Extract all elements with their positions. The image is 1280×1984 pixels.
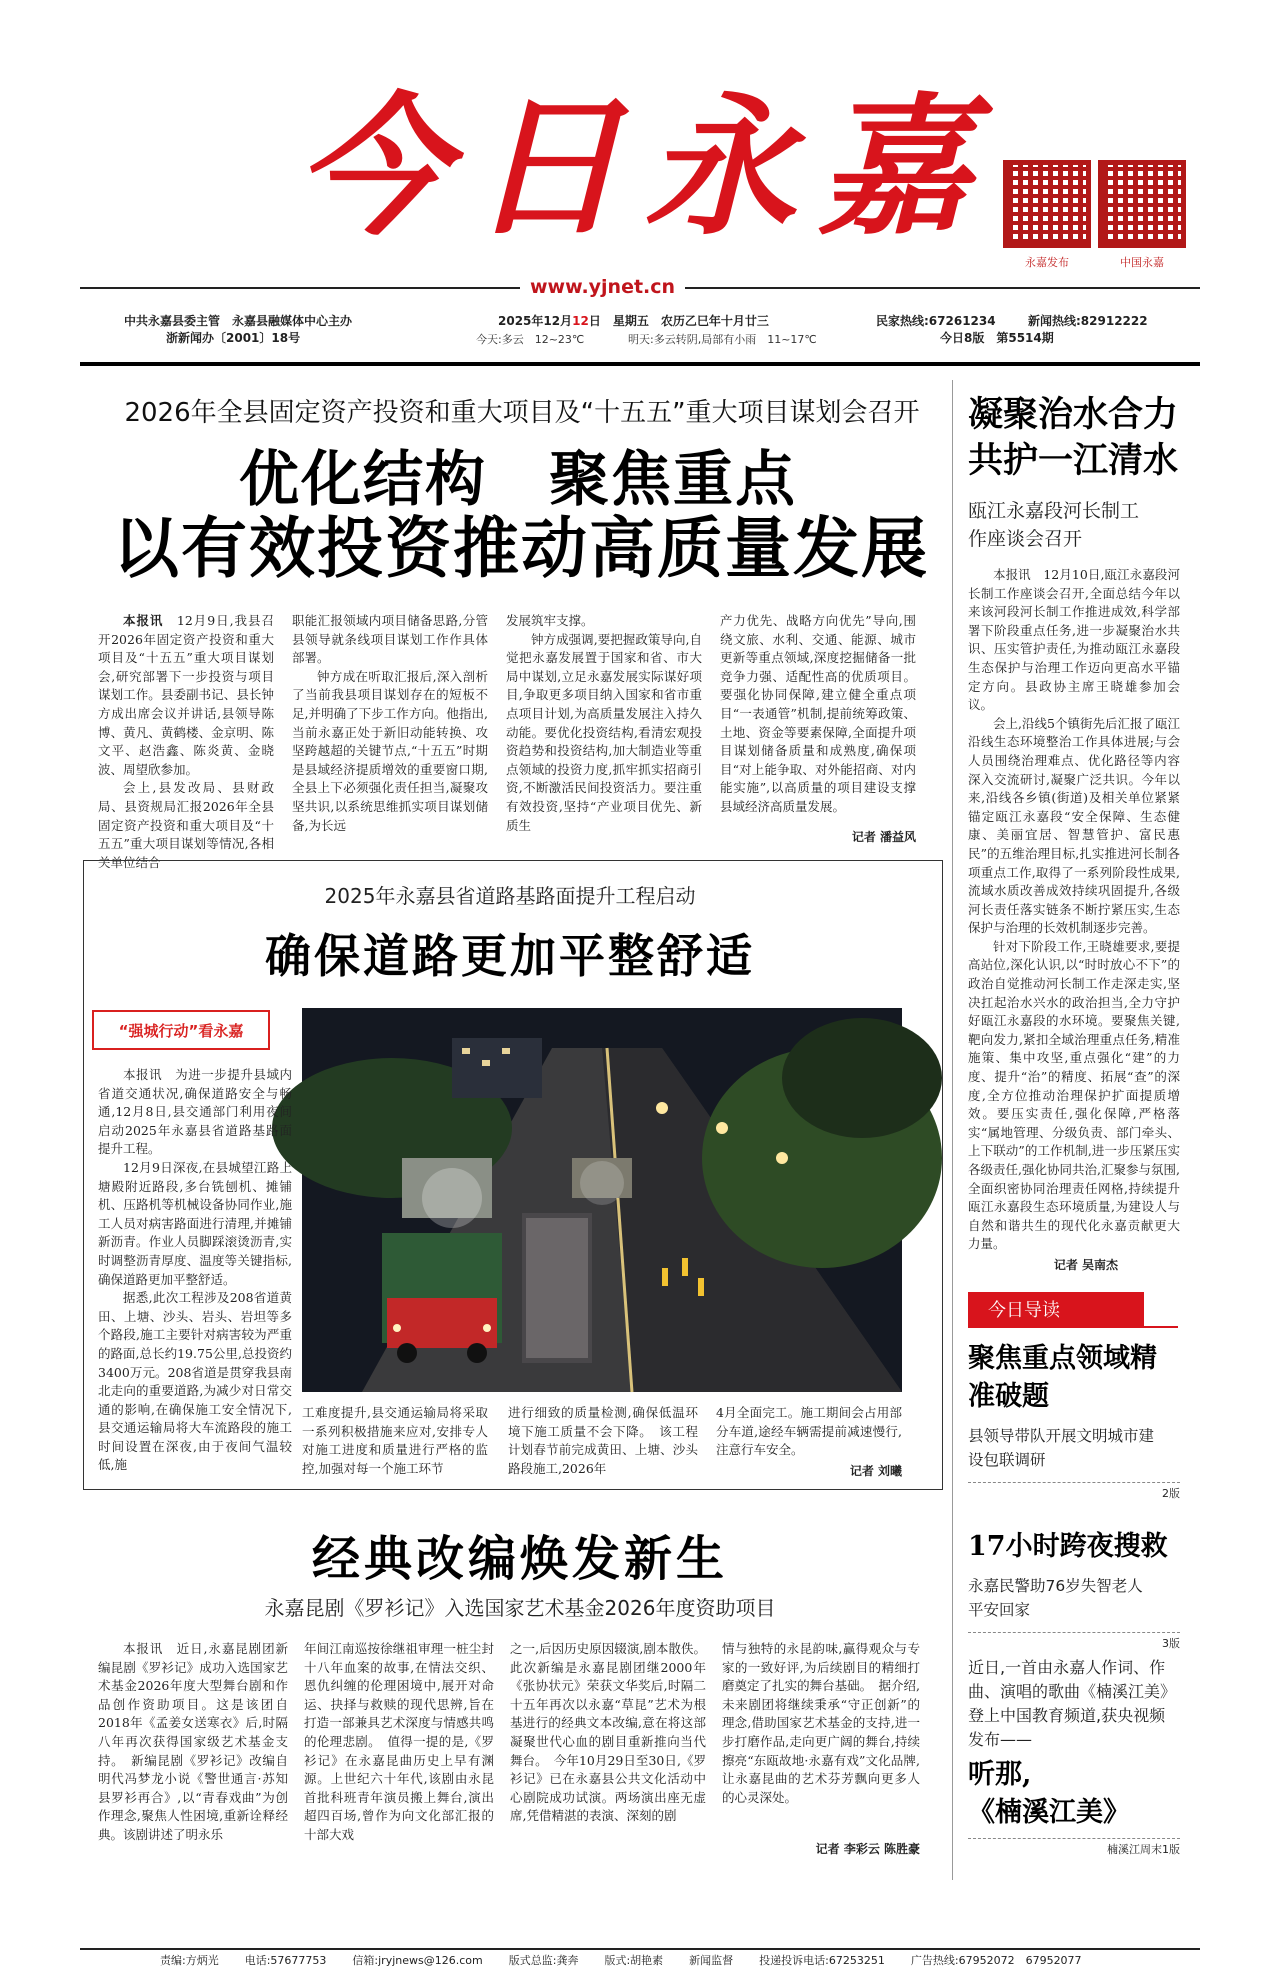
right-subtitle-line2: 作座谈会召开 [968, 528, 1083, 550]
road-byline: 记者 刘曦 [849, 1464, 902, 1478]
road-photo [302, 1008, 902, 1392]
opera-headline: 经典改编焕发新生 [311, 1531, 728, 1587]
night-road-illustration [302, 1008, 902, 1392]
edition-line: 今日8版 第5514期 [940, 331, 1054, 345]
footer-item: 版式总监:龚奔 [508, 1954, 579, 1967]
guide-promo[interactable] [968, 1656, 1180, 1857]
campaign-banner: “强城行动”看永嘉 [92, 1010, 270, 1050]
license-line: 浙新闻办〔2001〕18号 [166, 331, 301, 345]
qr-label: 永嘉发布 [1025, 256, 1069, 269]
road-bottom-col-3 [716, 1404, 902, 1460]
road-paragraph: 4月全面完工。施工期间会占用部分车道,途经车辆需提前减速慢行,注意行车安全。 [716, 1405, 902, 1458]
road-paragraph: 本报讯 为进一步提升县域内省道交通状况,确保道路安全与畅通,12月8日,县交通部门利用夜间启动2025年永嘉县省道路基路面提升工程。 [98, 1067, 292, 1157]
qr-code-china-yongjia[interactable] [1098, 160, 1186, 270]
footer [160, 1952, 1200, 1968]
date-prefix: 2025年12月 [498, 314, 573, 328]
guide-item-1[interactable] [968, 1340, 1180, 1501]
lead-text: 发展筑牢支撑。 [506, 613, 594, 628]
lead-byline: 记者 潘益风 [851, 830, 916, 844]
footer-item: 电话:57677753 [244, 1954, 327, 1967]
daily-guide-tab: 今日导读 [968, 1292, 1144, 1326]
lead-headline-line1: 优化结构 聚焦重点 [239, 445, 797, 515]
right-byline: 记者 吴南杰 [1053, 1258, 1118, 1272]
footer-item: 版式:胡艳素 [604, 1954, 664, 1967]
daily-guide-rule [968, 1326, 1178, 1328]
opera-paragraph: 情与独特的永昆韵味,赢得观众与专家的一致好评,为后续剧目的精细打磨奠定了扎实的舞台基础。 据介绍,未来剧团将继续秉承“守正创新”的理念,借助国家艺术基金的支持,进一步打磨作品,走向更广阔的舞台,持续擦亮“东瓯故地·永嘉有戏”文化品牌,让永嘉昆曲的艺术芬芳飘向更多人的心灵深处。 [722, 1641, 920, 1805]
lead-text: 钟方成在听取汇报后,深入剖析了当前我县项目谋划存在的短板不足,并明确了下步工作方向。他指出,当前永嘉正处于新旧动能转换、攻坚跨越超的关键节点,“十五五”时期是县域经济提质增效的重要窗口期,全县上下必须强化责任担当,凝聚攻坚共识,以系统思维抓实项目谋划储备,为长远 [292, 668, 488, 833]
guide-item-title: 17小时跨夜搜救 [968, 1531, 1168, 1562]
lead-column-3 [506, 612, 702, 833]
footer-rule [80, 1948, 1200, 1950]
opera-subhead: 永嘉昆剧《罗衫记》入选国家艺术基金2026年度资助项目 [264, 1596, 776, 1620]
lead-text: 钟方成强调,要把握政策导向,自觉把永嘉发展置于国家和省、市大局中谋划,立足永嘉发展实际谋好项目,争取更多项目纳入国家和省市重点项目计划,为高质量发展注入持久动能。要优化投资结构,看清宏观投资趋势和投资结构,加大制造业等重点领域的投资力度,抓牢抓实招商引资,不断激活民间投资活力。要注重有效投资,坚持“产业项目优先、新质生 [506, 631, 702, 833]
right-subtitle-line1: 瓯江永嘉段河长制工 [968, 500, 1140, 522]
publisher-line: 中共永嘉县委主管 永嘉县融媒体中心主办 [124, 314, 353, 328]
footer-item: 投递投诉电话:67253251 [759, 1954, 885, 1967]
guide-item-desc: 县领导带队开展文明城市建 [968, 1427, 1155, 1445]
road-bottom-col-1 [302, 1404, 488, 1480]
lead-text: 会上,县发改局、县财政局、县资规局汇报2026年全县固定资产投资和重大项目及“十五五”重大项目谋划等情况,各相关单位结合 [98, 780, 274, 870]
guide-item-desc: 设包联调研 [968, 1451, 1046, 1469]
lead-column-2 [292, 612, 488, 833]
opera-column-2 [304, 1640, 494, 1860]
weather-tomorrow: 明天:多云转阴,局部有小雨 11~17℃ [628, 333, 817, 346]
opera-byline: 记者 李彩云 陈胜豪 [815, 1842, 920, 1856]
date-line [498, 312, 769, 329]
guide-item-desc: 永嘉民警助76岁失智老人 [968, 1577, 1143, 1595]
road-paragraph: 进行细致的质量检测,确保低温环境下施工质量不会下降。 该工程计划春节前完成黄田、上塘、沙头路段施工,2026年 [508, 1405, 698, 1476]
lead-column-4 [720, 612, 916, 814]
guide-item-2[interactable] [968, 1528, 1180, 1651]
opera-paragraph: 本报讯 近日,永嘉昆剧团新编昆剧《罗衫记》成功入选国家艺术基金2026年度大型舞台剧和作品创作资助项目。这是该团自2018年《孟姜女送寒衣》后,时隔八年再次获得国家级艺术基金支持。 新编昆剧《罗衫记》改编自明代冯梦龙小说《警世通言·苏知县罗衫再合》,以“青春戏曲”为创作理念,聚焦人性困境,重新诠释经典。该剧讲述了明永乐 [98, 1641, 288, 1842]
lead-text: 职能汇报领域内项目储备思路,分管县领导就条线项目谋划工作作具体部署。 [292, 613, 488, 666]
qr-code-icon [1098, 160, 1186, 248]
lead-headline-line2: 以有效投资推动高质量发展 [113, 510, 929, 587]
lead-subhead: 2026年全县固定资产投资和重大项目及“十五五”重大项目谋划会召开 [124, 398, 920, 428]
qr-label: 中国永嘉 [1120, 256, 1164, 269]
opera-paragraph: 年间江南巡按徐继祖审理一桩尘封十八年血案的故事,在情法交织、恩仇纠缠的伦理困境中,展开对命运、抉择与救赎的现代思辨,旨在打造一部兼具艺术深度与情感共鸣的伦理悲剧。 值得一提的是,《罗衫记》在永嘉昆曲历史上早有渊源。上世纪六十年代,该剧由永昆首批科班青年演员搬上舞台,演出超四百场,曾作为向文化部汇报的十部大戏 [304, 1641, 494, 1842]
lead-text: 产力优先、战略方向优先”导向,围绕文旅、水利、交通、能源、城市更新等重点领域,深度挖掘储备一批竞争力强、适配性高的优质项目。要强化协同保障,建立健全重点项目“一表通管”机制,提前统筹政策、土地、资金等要素保障,全面提升项目谋划储备质量和成熟度,确保项目“对上能争取、对外能招商、对内能实施”,以高质量的项目建设支撑县域经济高质量发展。 [720, 613, 916, 814]
right-paragraph: 会上,沿线5个镇街先后汇报了瓯江沿线生态环境整治工作具体进展;与会人员围绕治理难点、优化路径等内容深入交流研讨,凝聚广泛共识。今年以来,沿线各乡镇(街道)及相关单位紧紧锚定瓯江永嘉段“安全保障、生态健康、美丽宜居、智慧管护、富民惠民”的五维治理目标,扎实推进河长制各项重点工作,取得了一系列阶段性成果,流域水质改善成效持续巩固提升,各级河长责任落实链条不断拧紧压实,生态保护与治理的长效机制逐步完善。 [968, 715, 1180, 936]
column-divider [952, 380, 953, 1880]
masthead-char: 日 [470, 77, 628, 256]
right-title-line2: 共护一江清水 [968, 440, 1179, 481]
road-paragraph: 据悉,此次工程涉及208省道黄田、上塘、沙头、岩头、岩坦等多个路段,施工主要针对病害较为严重的路面,总长约19.75公里,总投资约3400万元。208省道是贯穿我县南北走向的重要道路,为减少对日常交通的影响,在确保施工安全情况下,县交通运输局将大车流路段的施工时间设置在深夜,由于夜间气温较低,施 [98, 1290, 292, 1473]
footer-item: 责编:方炳光 [160, 1954, 219, 1967]
lead-column-1 [98, 612, 274, 870]
right-title-line1: 凝聚治水合力 [968, 394, 1179, 435]
opera-column-1 [98, 1640, 288, 1860]
guide-item-title: 准破题 [968, 1381, 1049, 1412]
right-paragraph: 针对下阶段工作,王晓雄要求,要提高站位,深化认识,以“时时放心不下”的政治自觉推动河长制工作走深走实,坚决扛起治水兴水的政治担当,全力守护好瓯江永嘉段的水环境。要聚焦关键,靶向发力,紧扣全域治理重点任务,精准施策、集中攻坚,重点强化“建”的力度、提升“治”的精度、拓展“查”的深度,全方位推动治理保护扩面提质增效。要压实责任,强化保障,严格落实“属地管理、分级负责、部门牵头、上下联动”的工作机制,进一步压紧压实各级责任,强化协同共治,汇聚参与氛围,全面织密协同治理责任网格,持续提升瓯江永嘉段生态环境质量,为建设人与自然和谐共生的现代化永嘉贡献更大力量。 [968, 938, 1180, 1252]
qr-code-yongjia-release[interactable] [1003, 160, 1091, 270]
guide-item-title: 聚焦重点领域精 [968, 1343, 1157, 1374]
masthead-title [296, 77, 976, 256]
opera-column-3 [510, 1640, 706, 1860]
opera-paragraph: 之一,后因历史原因辍演,剧本散佚。此次新编是永嘉昆剧团继2000年《张协状元》荣获文华奖后,时隔二十五年再次以永嘉“草昆”艺术为根基进行的经典文本改编,意在将这部凝聚世代心血的剧目重新推向当代舞台。 今年10月29日至30日,《罗衫记》已在永嘉县公共文化活动中心剧院成功试演。两场演出座无虚席,凭借精湛的表演、深刻的剧 [510, 1641, 706, 1824]
site-url[interactable]: www.yjnet.cn [520, 276, 685, 298]
masthead-char: 嘉 [818, 77, 976, 256]
right-paragraph: 本报讯 12月10日,瓯江永嘉段河长制工作座谈会召开,全面总结今年以来该河段河长制工作推进成效,科学部署下阶段重点任务,进一步凝聚治水共识、压实管护责任,为推动瓯江永嘉段生态保护与治理工作迈向更高水平锚定方向。县政协主席王晓雄参加会议。 [968, 567, 1180, 713]
date-suffix: 日 星期五 农历乙巳年十月廿三 [588, 314, 769, 328]
header-rule [80, 362, 1200, 366]
guide-item-page: 3版 [968, 1632, 1180, 1651]
hotline-news: 新闻热线:82912222 [1028, 314, 1148, 328]
road-paragraph: 工难度提升,县交通运输局将采取一系列积极措施来应对,安排专人对施工进度和质量进行严格的监控,加强对每一个施工环节 [302, 1405, 488, 1476]
footer-item[interactable]: 信箱:jryjnews@126.com [352, 1954, 483, 1967]
right-body [968, 566, 1180, 1250]
guide-promo-title: 《楠溪江美》 [968, 1797, 1130, 1828]
lead-tag: 本报讯 [123, 613, 164, 628]
opera-column-4 [722, 1640, 920, 1836]
guide-item-page: 2版 [968, 1482, 1180, 1501]
road-subhead: 2025年永嘉县省道路基路面提升工程启动 [324, 884, 696, 908]
footer-item: 新闻监督 [689, 1954, 734, 1967]
hotline-people: 民家热线:67261234 [876, 314, 996, 328]
masthead-char: 永 [644, 77, 802, 256]
guide-promo-intro: 近日,一首由永嘉人作词、作曲、演唱的歌曲《楠溪江美》登上中国教育频道,获央视频发布—— [968, 1658, 1177, 1749]
masthead-char: 今 [296, 77, 454, 256]
qr-code-icon [1003, 160, 1091, 248]
road-headline: 确保道路更加平整舒适 [265, 929, 755, 983]
lead-text: 12月9日,我县召开2026年固定资产投资和重大项目及“十五五”重大项目谋划会,研究部署下一步投资与项目谋划工作。县委副书记、县长钟方成出席会议并讲话,县领导陈博、黄凡、黄鹤楼、金京明、陈文平、赵浩鑫、陈炎黄、金晓波、周望欣参加。 [98, 613, 274, 777]
footer-item: 广告热线:67952072 67952077 [910, 1954, 1082, 1967]
road-paragraph: 12月9日深夜,在县城望江路上塘殿附近路段,多台铣刨机、摊铺机、压路机等机械设备协同作业,施工人员对病害路面进行清理,并摊铺新沥青。作业人员脚踩滚烫沥青,实时调整沥青厚度、温度等关键指标,确保道路更加平整舒适。 [98, 1159, 292, 1287]
guide-promo-title: 听那, [968, 1759, 1032, 1790]
weather-today: 今天:多云 12~23℃ [476, 333, 585, 346]
road-left-column [98, 1066, 292, 1478]
guide-promo-page: 楠溪江周末1版 [968, 1838, 1180, 1857]
guide-item-desc: 平安回家 [968, 1601, 1031, 1619]
date-day: 12 [572, 314, 589, 328]
road-bottom-col-2 [508, 1404, 698, 1480]
